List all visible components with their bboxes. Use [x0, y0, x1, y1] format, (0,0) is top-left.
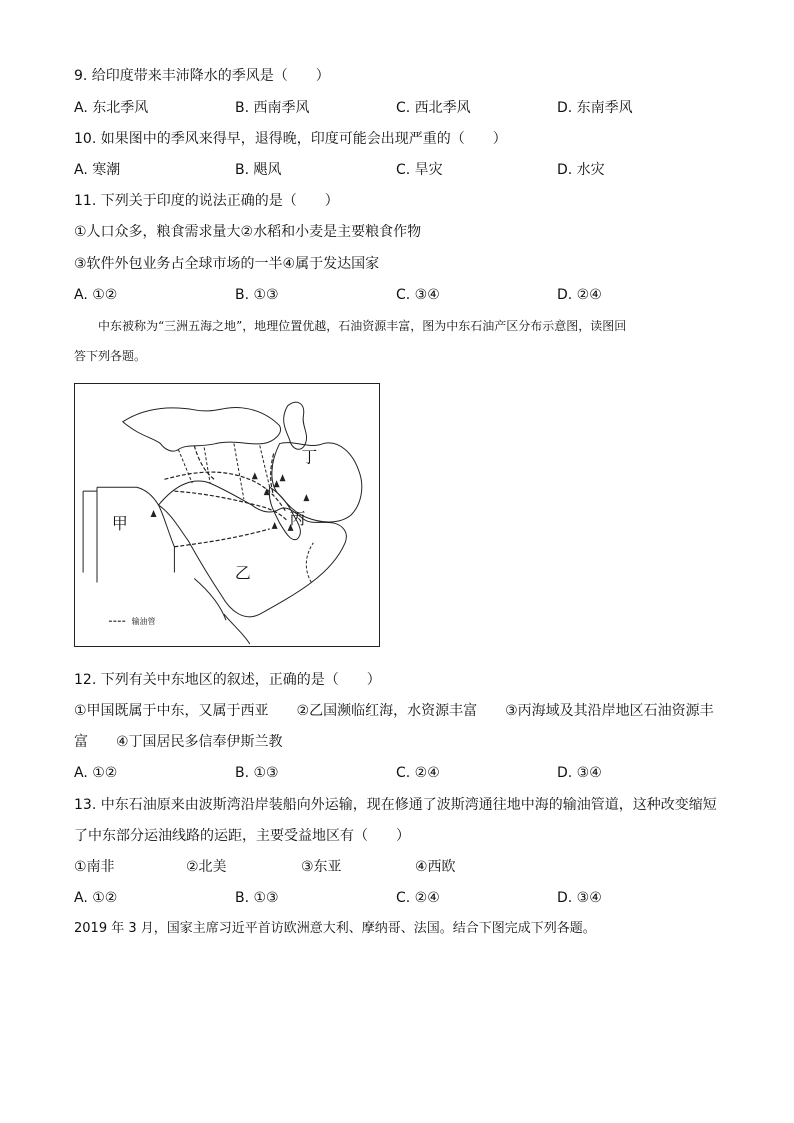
closing-intro: 2019 年 3 月，国家主席习近平首访欧洲意大利、摩纳哥、法国。结合下图完成下列各题。	[74, 921, 596, 936]
q13-option-c: C. ②④	[396, 890, 440, 906]
q10-option-a: A. 寒潮	[74, 162, 121, 178]
q13-choice-2: ②北美	[186, 859, 227, 875]
q9-option-d: D. 东南季风	[557, 100, 633, 116]
q13-choice-3: ③东亚	[301, 859, 342, 875]
map-label-yi: 乙	[234, 563, 251, 583]
q12-stem: 12. 下列有关中东地区的叙述，正确的是（ ）	[74, 672, 381, 688]
map-label-bing: 丙	[289, 508, 306, 528]
q11-stem: 11. 下列关于印度的说法正确的是（ ）	[74, 193, 339, 209]
q10-stem: 10. 如果图中的季风来得早，退得晚，印度可能会出现严重的（ ）	[74, 131, 507, 147]
q12-statement-2: 富 ④丁国居民多信奉伊斯兰教	[74, 734, 283, 750]
q12-option-a: A. ①②	[74, 765, 118, 781]
q11-statement-2: ③软件外包业务占全球市场的一半④属于发达国家	[74, 256, 380, 272]
q10-option-c: C. 旱灾	[396, 162, 443, 178]
q12-option-c: C. ②④	[396, 765, 440, 781]
q12-statement-1: ①甲国既属于中东，又属于西亚 ②乙国濒临红海，水资源丰富 ③丙海域及其沿岸地区石油资源丰	[74, 703, 714, 719]
intro-line-2: 答下列各题。	[74, 349, 147, 363]
q11-option-a: A. ①②	[74, 287, 118, 303]
q12-option-d: D. ③④	[557, 765, 602, 781]
intro-line-1: 中东被称为“三洲五海之地”，地理位置优越，石油资源丰富，图为中东石油产区分布示意图，读图回	[98, 319, 627, 333]
map-label-jia: 甲	[111, 513, 128, 533]
q11-option-c: C. ③④	[396, 287, 440, 303]
q13-choice-1: ①南非	[74, 859, 115, 875]
q13-option-b: B. ①③	[235, 890, 279, 906]
q9-option-b: B. 西南季风	[235, 100, 310, 116]
q9-stem: 9. 给印度带来丰沛降水的季风是（ ）	[74, 68, 330, 84]
q9-option-a: A. 东北季风	[74, 100, 149, 116]
pipeline-legend-label: 输油管	[131, 617, 156, 627]
map-label-ding: 丁	[301, 447, 318, 467]
q11-option-b: B. ①③	[235, 287, 279, 303]
q12-option-b: B. ①③	[235, 765, 279, 781]
q11-statement-1: ①人口众多，粮食需求量大②水稻和小麦是主要粮食作物	[74, 224, 422, 240]
q9-option-c: C. 西北季风	[396, 100, 471, 116]
q13-stem-line-1: 13. 中东石油原来由波斯湾沿岸装船向外运输，现在修通了波斯湾通往地中海的输油管道，这种改变缩短	[74, 797, 717, 813]
q13-option-a: A. ①②	[74, 890, 118, 906]
q13-choice-4: ④西欧	[415, 859, 456, 875]
q11-option-d: D. ②④	[557, 287, 602, 303]
middle-east-oil-map	[74, 383, 380, 647]
q13-stem-line-2: 了中东部分运油线路的运距，主要受益地区有（ ）	[74, 828, 410, 844]
q13-option-d: D. ③④	[557, 890, 602, 906]
q10-option-b: B. 飓风	[235, 162, 282, 178]
q10-option-d: D. 水灾	[557, 162, 605, 178]
